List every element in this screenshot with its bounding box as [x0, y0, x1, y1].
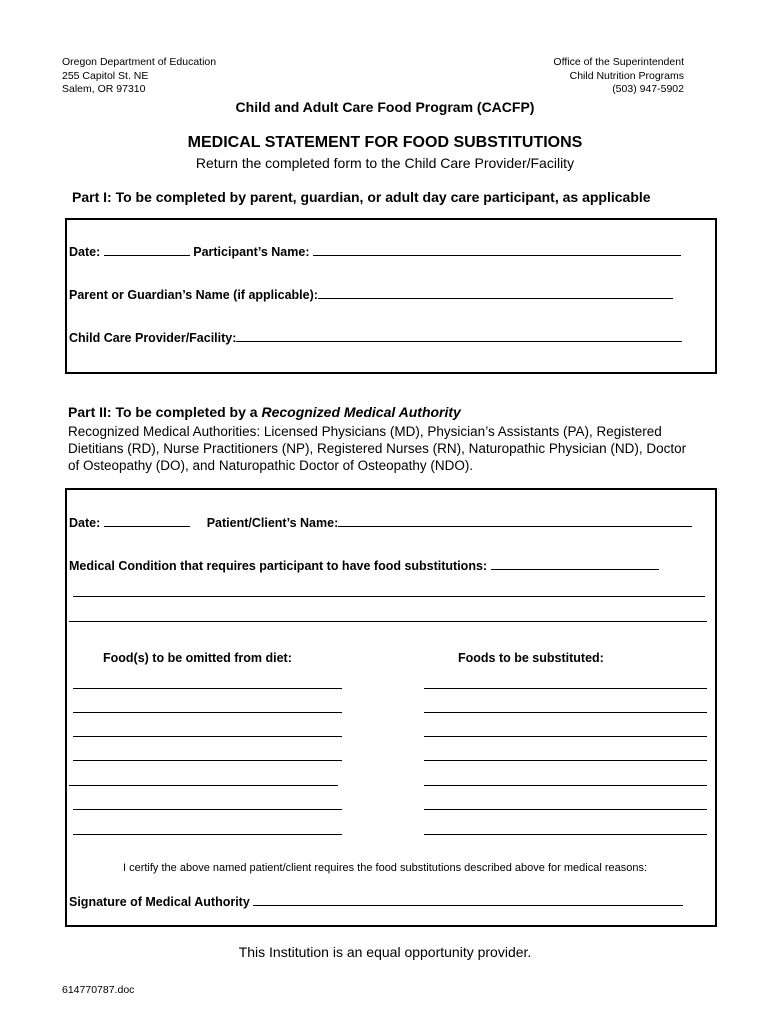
agency-city: Salem, OR 97310 — [62, 83, 146, 95]
equal-opportunity-statement: This Institution is an equal opportunity provider. — [238, 944, 532, 960]
signature-row — [69, 895, 683, 909]
condition-row — [69, 559, 659, 573]
substituted-food-line[interactable] — [424, 809, 707, 810]
omitted-food-line[interactable] — [73, 736, 342, 737]
omitted-food-line[interactable] — [69, 785, 338, 786]
guardian-name-label: Parent or Guardian’s Name (if applicable): — [69, 288, 318, 302]
participant-name-field[interactable] — [313, 245, 681, 256]
part2-heading — [68, 404, 461, 420]
form-title: MEDICAL STATEMENT FOR FOOD SUBSTITUTIONS — [187, 134, 583, 151]
guardian-row — [69, 288, 673, 302]
provider-label: Child Care Provider/Facility: — [69, 331, 237, 345]
condition-line-3[interactable] — [69, 621, 707, 622]
omitted-foods-label: Food(s) to be omitted from diet: — [103, 651, 292, 665]
agency-name: Oregon Department of Education — [62, 56, 217, 68]
omitted-food-line[interactable] — [73, 712, 342, 713]
condition-label: Medical Condition that requires participant to have food substitutions: — [69, 559, 488, 573]
substituted-food-line[interactable] — [424, 785, 707, 786]
substituted-food-line[interactable] — [424, 712, 707, 713]
authorities-list: Licensed Physicians (MD), Physician’s Assistants (PA), Registered Dietitians (RD), Nurse Practitioners (NP), Registered Nurses (RN), Naturopathic Physician (ND), Doctor of Osteopathy (DO), and Naturopathic Doctor of Osteopathy (NDO). — [68, 424, 687, 473]
program-name: Child and Adult Care Food Program (CACFP) — [235, 99, 535, 115]
substituted-food-line[interactable] — [424, 736, 707, 737]
omitted-food-line[interactable] — [73, 809, 342, 810]
part1-date-row — [69, 245, 681, 259]
patient-name-field[interactable] — [338, 516, 692, 527]
substituted-food-line[interactable] — [424, 834, 707, 835]
part1-heading: Part I: To be completed by parent, guardian, or adult day care participant, as applicable — [72, 189, 651, 205]
part2-date-label: Date: — [69, 516, 101, 530]
office-contact — [553, 56, 684, 97]
participant-name-label: Participant’s Name: — [193, 245, 310, 259]
authorities-text — [68, 423, 688, 474]
office-program: Child Nutrition Programs — [569, 69, 684, 82]
office-phone: (503) 947-5902 — [612, 83, 684, 95]
omitted-food-line[interactable] — [73, 688, 342, 689]
authorities-lead: Recognized Medical Authorities: — [68, 424, 261, 439]
provider-row — [69, 331, 682, 345]
part1-date-field[interactable] — [104, 245, 190, 256]
condition-field[interactable] — [491, 559, 659, 570]
part2-heading-emph: Recognized Medical Authority — [261, 404, 461, 420]
substituted-foods-label: Foods to be substituted: — [458, 651, 604, 665]
office-name: Office of the Superintendent — [553, 56, 684, 68]
omitted-food-line[interactable] — [73, 760, 342, 761]
substituted-food-line[interactable] — [424, 760, 707, 761]
part1-date-label: Date: — [69, 245, 101, 259]
substituted-food-line[interactable] — [424, 688, 707, 689]
document-id: 614770787.doc — [62, 984, 135, 996]
omitted-food-line[interactable] — [73, 834, 342, 835]
form-subtitle: Return the completed form to the Child Care Provider/Facility — [195, 155, 575, 171]
agency-street: 255 Capitol St. NE — [62, 69, 149, 82]
condition-line-2[interactable] — [73, 596, 705, 597]
signature-field[interactable] — [253, 895, 683, 906]
guardian-name-field[interactable] — [318, 288, 673, 299]
signature-label: Signature of Medical Authority — [69, 895, 250, 909]
part2-date-row — [69, 516, 692, 530]
part2-date-field[interactable] — [104, 516, 190, 527]
part2-heading-prefix: Part II: To be completed by a — [68, 404, 262, 420]
provider-field[interactable] — [236, 331, 682, 342]
agency-address — [62, 56, 216, 97]
patient-name-label: Patient/Client’s Name: — [206, 516, 339, 530]
certification-statement: I certify the above named patient/client requires the food substitutions described above for medical reasons: — [122, 862, 648, 874]
